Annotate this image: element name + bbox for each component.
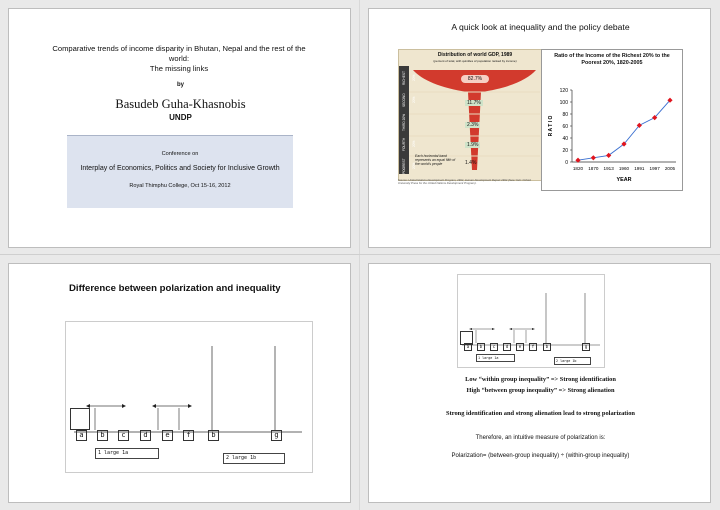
gdp-title: Distribution of world GDP, 1989 bbox=[437, 52, 513, 58]
slide2-title: A quick look at inequality and the policy debate bbox=[451, 22, 630, 32]
quintile-label: RICHEST 20% bbox=[402, 71, 416, 85]
ratio-line-chart bbox=[542, 50, 682, 190]
letter-box: f bbox=[183, 430, 194, 441]
y-tick-label: 100 bbox=[559, 99, 568, 106]
ratio-series-line bbox=[578, 100, 670, 160]
x-tick-label: 1820 bbox=[572, 166, 584, 171]
chart-title: Ratio of the Income of the Richest 20% to the Poorest 20%, 1820-2005 bbox=[554, 53, 670, 66]
y-tick-label: 60 bbox=[562, 123, 568, 130]
slide1-by: by bbox=[176, 82, 184, 88]
slide1-author: Basudeb Guha-Khasnobis bbox=[115, 97, 246, 111]
letter-box: b bbox=[208, 430, 219, 441]
x-tick-label: 1997 bbox=[649, 166, 660, 171]
slide-polarization-measure bbox=[368, 263, 711, 503]
polarization-diagram-small bbox=[457, 274, 605, 368]
y-tick-label: 120 bbox=[559, 87, 568, 94]
share-label: 1.4% bbox=[465, 160, 477, 166]
slide4-line5: Polarization= (between-group inequality) ÷ (within-group inequality) bbox=[451, 453, 630, 459]
slide-polarization bbox=[8, 263, 351, 503]
x-tick-label: 1870 bbox=[588, 166, 599, 171]
x-axis-label: YEAR bbox=[616, 177, 632, 183]
letter-box: b bbox=[477, 343, 485, 351]
group-label-box: 1 large 1a bbox=[476, 354, 515, 362]
y-tick-label: 40 bbox=[562, 135, 568, 142]
slide1-conf-title: Interplay of Economics, Politics and Society for Inclusive Growth bbox=[80, 165, 280, 172]
ratio-data-point bbox=[591, 155, 596, 160]
group-label-box: 1 large 1a bbox=[95, 448, 159, 459]
page-divider-horizontal bbox=[0, 254, 720, 255]
quintile-label: POOREST 20% bbox=[402, 158, 416, 174]
letter-box: g bbox=[582, 343, 590, 351]
letter-box: a bbox=[464, 343, 472, 351]
letter-box: c bbox=[490, 343, 498, 351]
gdp-distribution-figure bbox=[398, 49, 542, 181]
quintile-label: SECOND 20% bbox=[402, 93, 416, 107]
quintile-label: FOURTH 20% bbox=[402, 137, 416, 151]
slide1-subtitle: The missing links bbox=[149, 64, 209, 73]
slide4-line1: Low “within group inequality” => Strong identification bbox=[465, 376, 616, 383]
letter-box: d bbox=[140, 430, 151, 441]
y-tick-label: 80 bbox=[562, 111, 568, 118]
slide-inequality bbox=[368, 8, 711, 248]
slide1-conf-label: Conference on bbox=[161, 151, 199, 157]
slide4-line2: High “between group inequality” => Strong alienation bbox=[466, 387, 615, 394]
share-label: 11.7% bbox=[467, 100, 481, 106]
band-note: Each horizontal band represents an equal fifth of the world's people bbox=[415, 154, 456, 166]
slide1-org: UNDP bbox=[169, 113, 192, 122]
letter-box: a bbox=[76, 430, 87, 441]
ratio-chart-panel bbox=[541, 49, 683, 191]
letter-box: e bbox=[516, 343, 524, 351]
letter-box: g bbox=[271, 430, 282, 441]
page-divider-vertical bbox=[359, 0, 360, 510]
slide-title bbox=[8, 8, 351, 248]
slide4-line3: Strong identification and strong alienation lead to strong polarization bbox=[446, 410, 635, 417]
letter-box: b bbox=[543, 343, 551, 351]
bracket-box bbox=[70, 408, 90, 430]
x-tick-label: 2005 bbox=[664, 166, 676, 171]
letter-box: e bbox=[162, 430, 173, 441]
share-label: 82.7% bbox=[461, 75, 489, 83]
x-tick-label: 1960 bbox=[618, 166, 630, 171]
slide1-title: Comparative trends of income disparity in Bhutan, Nepal and the rest of the world: bbox=[52, 44, 306, 63]
y-tick-label: 0 bbox=[565, 159, 568, 166]
slide3-title: Difference between polarization and inequality bbox=[69, 283, 281, 294]
letter-box: b bbox=[97, 430, 108, 441]
y-axis-label: R A T I O bbox=[548, 115, 554, 137]
share-label: 2.3% bbox=[467, 122, 479, 128]
quintile-label: THIRD 20% bbox=[402, 113, 406, 131]
polarization-diagram bbox=[65, 321, 313, 473]
letter-box: c bbox=[118, 430, 129, 441]
x-tick-label: 1913 bbox=[603, 166, 614, 171]
group-label-box: 2 large 1b bbox=[223, 453, 285, 464]
slide4-line4: Therefore, an intuitive measure of polarization is: bbox=[475, 435, 606, 441]
y-tick-label: 20 bbox=[562, 147, 568, 154]
x-tick-label: 1991 bbox=[634, 166, 645, 171]
letter-box: f bbox=[529, 343, 537, 351]
share-label: 1.9% bbox=[467, 142, 479, 148]
conference-panel bbox=[67, 135, 293, 208]
gdp-source: Source: United Nations Development Program, 1992, Human Development Report 1992 (New York: Oxford University Press for the United Nations Development Program). bbox=[398, 178, 531, 186]
gdp-subtitle: (percent of total, with quintiles of population ranked by income) bbox=[433, 59, 517, 63]
letter-box: d bbox=[503, 343, 511, 351]
group-label-box: 2 large 1b bbox=[554, 357, 591, 365]
slide1-venue: Royal Thimphu College, Oct 15-16, 2012 bbox=[129, 183, 231, 189]
